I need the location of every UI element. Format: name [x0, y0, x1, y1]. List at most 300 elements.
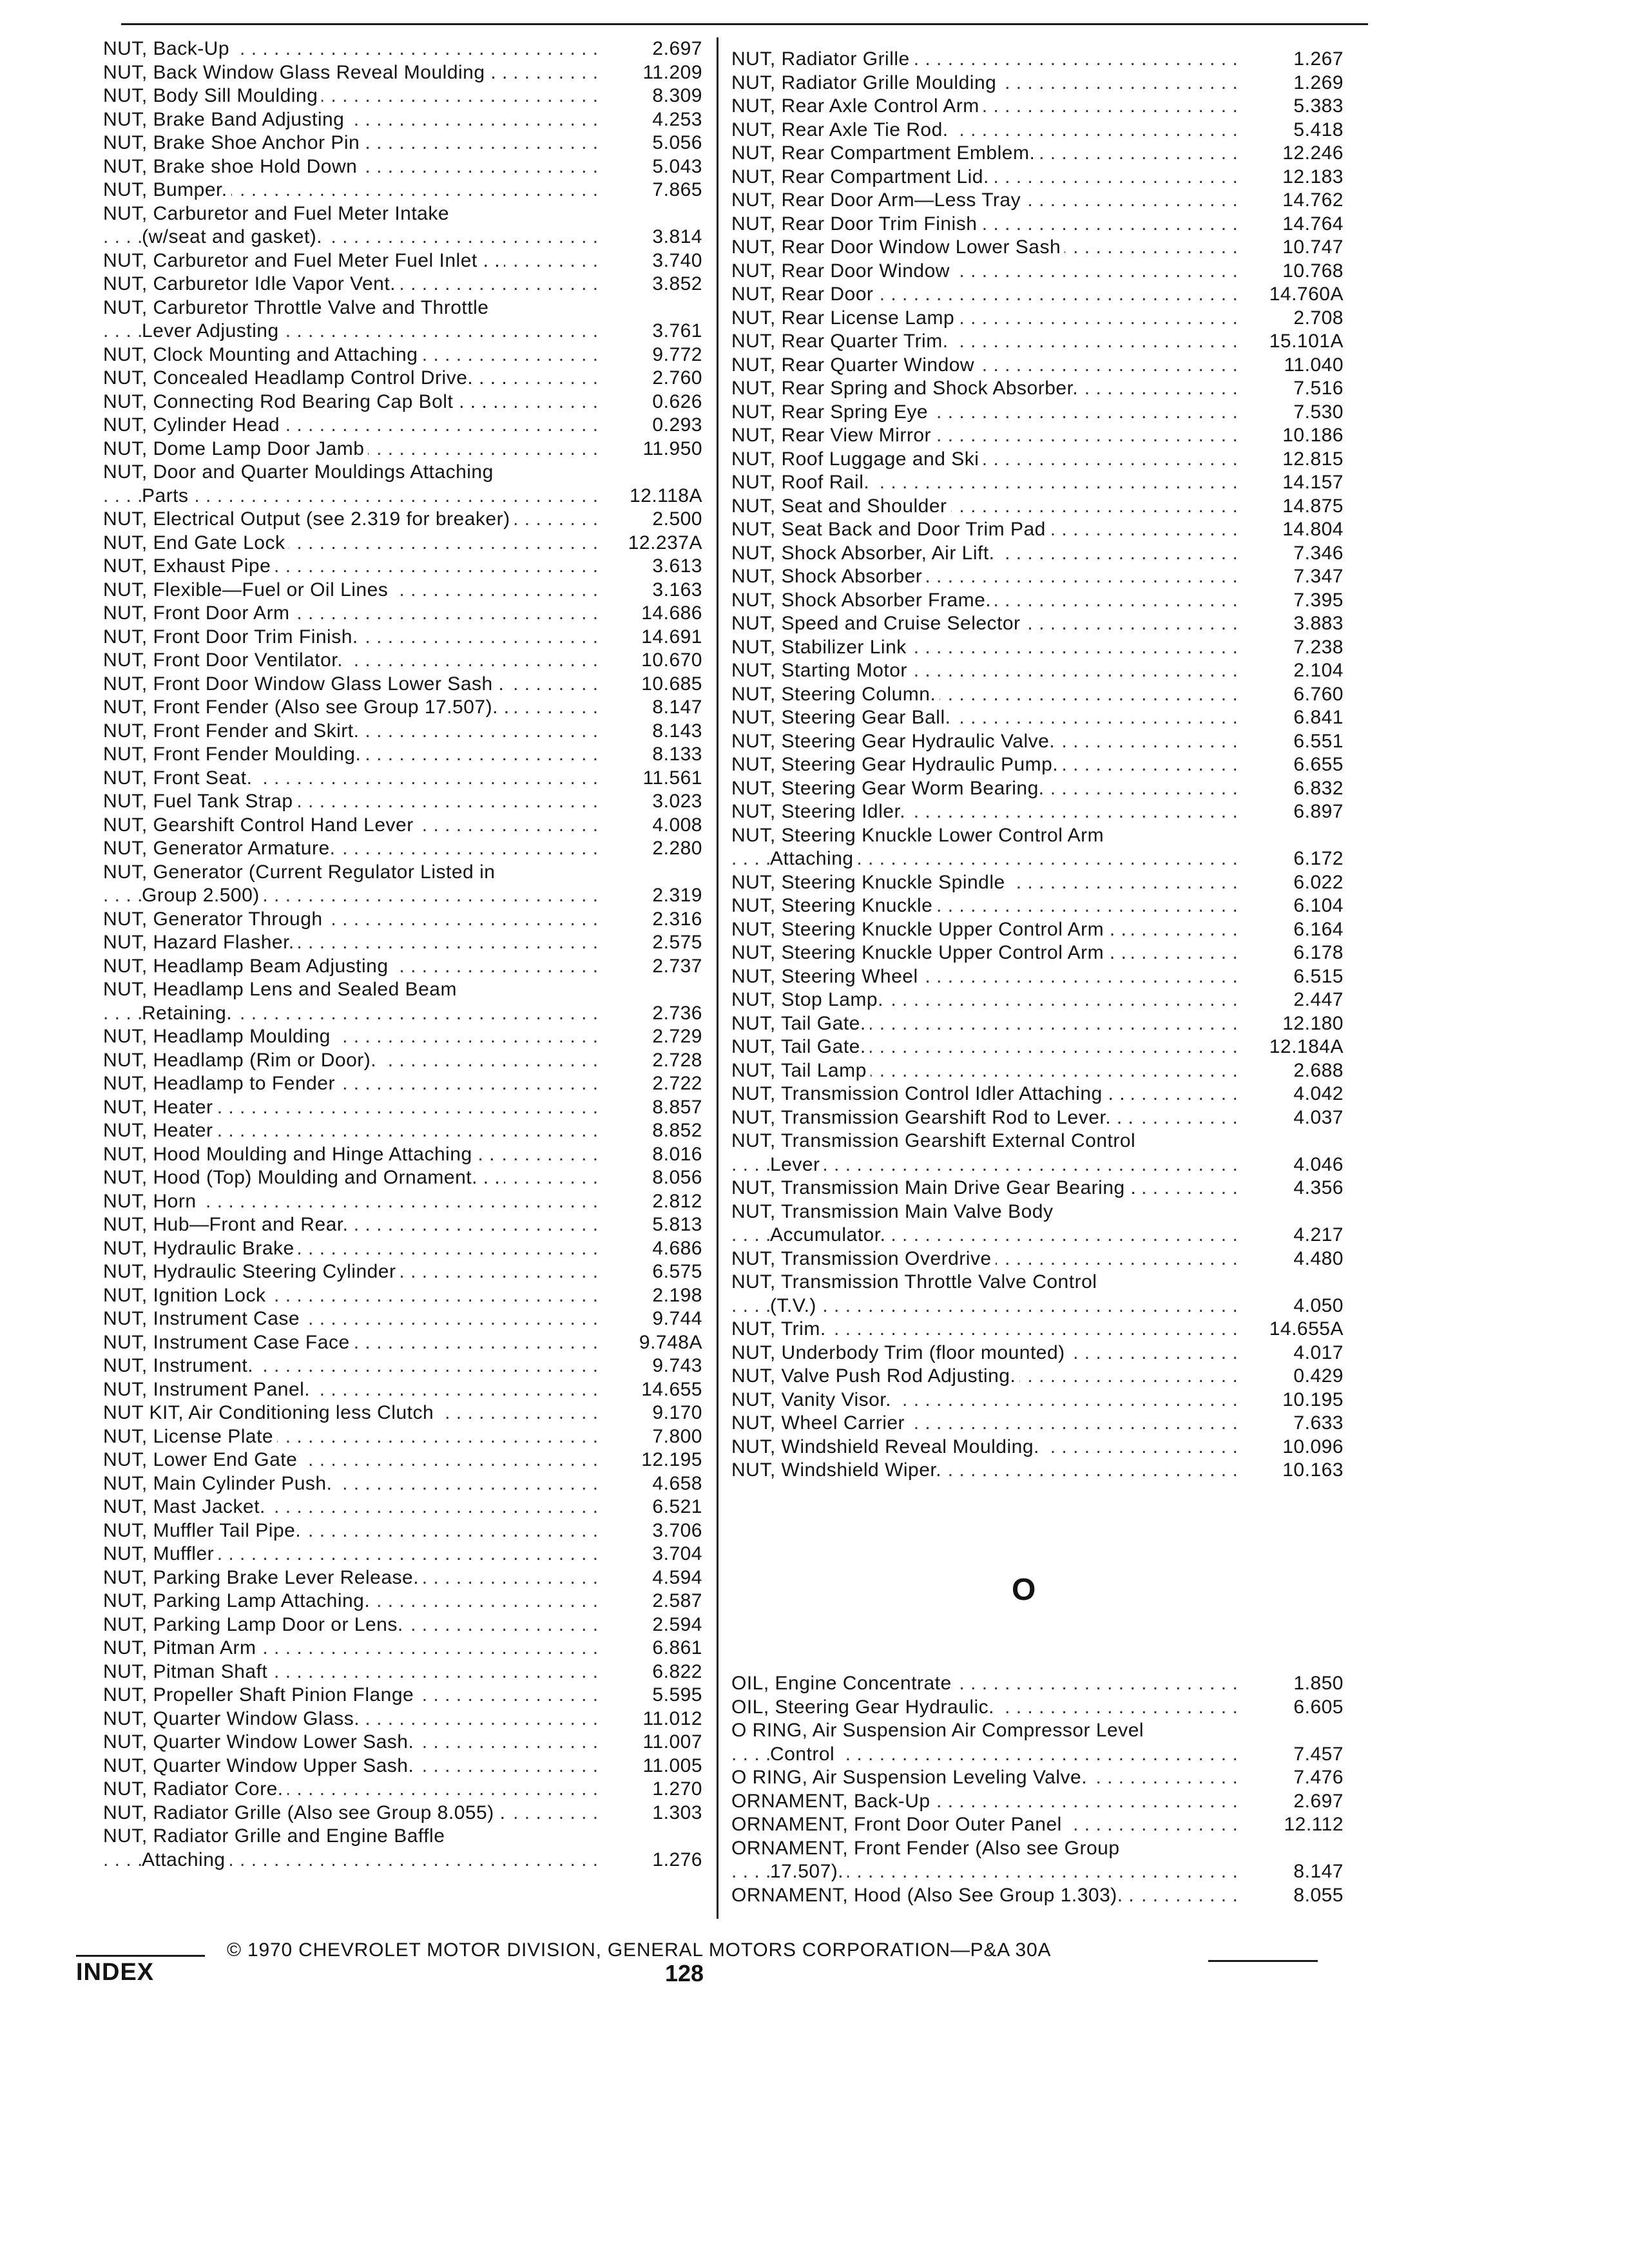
entry-name-text: NUT, Dome Lamp Door Jamb — [103, 438, 368, 459]
footer-rule-left — [76, 1955, 205, 1957]
entry-name-text: NUT, Rear Door — [731, 284, 877, 305]
index-entry — [103, 1213, 702, 1237]
entry-group-number: 2.697 — [1293, 1790, 1344, 1812]
entry-name — [731, 894, 1243, 918]
index-entry — [103, 1166, 702, 1190]
index-entry — [103, 508, 702, 532]
entry-name — [731, 1365, 1243, 1389]
index-entry — [103, 555, 702, 579]
entry-group-number: 2.198 — [652, 1284, 702, 1306]
entry-group-number: 11.561 — [642, 767, 702, 789]
entry-name — [103, 1190, 602, 1214]
entry-name-text: NUT, Pitman Arm — [103, 1637, 260, 1658]
entry-name — [731, 1884, 1243, 1908]
entry-name — [103, 61, 602, 85]
entry-name — [103, 1778, 602, 1802]
entry-group-number: 2.697 — [652, 38, 702, 59]
index-entry — [731, 730, 1344, 754]
index-entry — [731, 236, 1344, 260]
entry-group-number: 7.800 — [652, 1425, 702, 1447]
entry-name-text: NUT, Fuel Tank Strap — [103, 791, 297, 812]
entry-name — [731, 730, 1243, 754]
entry-name-text: NUT, Shock Absorber — [731, 566, 926, 587]
entry-name-text: NUT, Transmission Overdrive — [731, 1248, 996, 1269]
entry-name-line2: Parts — [142, 485, 193, 506]
left-column — [103, 37, 702, 1872]
index-entry — [731, 307, 1344, 331]
entry-group-number: 2.737 — [652, 955, 702, 977]
entry-group-number: 11.007 — [642, 1731, 702, 1753]
entry-name-line2: Accumulator. — [770, 1224, 889, 1245]
entry-name-text: NUT, Horn — [103, 1191, 200, 1212]
index-entry — [731, 377, 1344, 401]
index-entry — [731, 72, 1344, 95]
index-entry — [731, 1766, 1344, 1790]
entry-group-number: 3.740 — [652, 249, 702, 271]
entry-group-number: 10.096 — [1282, 1436, 1344, 1457]
entry-name-text: NUT, Hydraulic Brake — [103, 1238, 298, 1259]
index-entry — [731, 260, 1344, 284]
footer-copyright: © 1970 CHEVROLET MOTOR DIVISION, GENERAL MOTORS CORPORATION—P&A 30A — [227, 1939, 1052, 1961]
entry-name-text: NUT, Parking Lamp Attaching. — [103, 1590, 374, 1611]
entry-group-number: 2.728 — [652, 1049, 702, 1071]
entry-group-number: 6.861 — [652, 1637, 702, 1658]
entry-name-text: NUT, Headlamp Moulding — [103, 1026, 334, 1047]
entry-name — [731, 48, 1243, 72]
index-entry — [103, 1025, 702, 1049]
entry-group-number: 4.046 — [1293, 1153, 1344, 1175]
index-entry — [731, 142, 1344, 166]
index-entry — [103, 767, 702, 791]
index-entry — [731, 1790, 1344, 1814]
entry-name — [103, 1472, 602, 1496]
entry-name — [731, 706, 1243, 730]
entry-group-number: 3.852 — [652, 273, 702, 294]
entry-name — [731, 918, 1243, 942]
entry-group-number: 2.587 — [652, 1590, 702, 1611]
entry-name-text: NUT, Muffler — [103, 1543, 218, 1564]
entry-name-text: NUT, Shock Absorber Frame. — [731, 590, 995, 611]
index-entry — [103, 84, 702, 108]
entry-name — [103, 931, 602, 955]
entry-group-number: 10.670 — [641, 649, 702, 671]
entry-group-number: 6.605 — [1293, 1696, 1344, 1718]
entry-group-number: 1.270 — [652, 1778, 702, 1800]
entry-name-text: NUT, Hood Moulding and Hinge Attaching . . — [103, 1144, 499, 1165]
entry-name — [731, 283, 1243, 307]
entry-name — [731, 542, 1243, 566]
entry-name-line1: O RING, Air Suspension Air Compressor Level — [731, 1720, 1148, 1741]
entry-group-number: 14.875 — [1282, 495, 1344, 517]
entry-name — [731, 1341, 1243, 1365]
entry-name — [103, 1566, 602, 1590]
entry-group-number: 8.147 — [652, 697, 702, 718]
entry-group-number: 6.515 — [1293, 965, 1344, 987]
entry-name — [103, 273, 602, 296]
entry-group-number: 14.157 — [1282, 472, 1344, 493]
index-entry — [731, 95, 1344, 119]
footer-rule-right — [1208, 1960, 1318, 1962]
entry-name — [731, 236, 1243, 260]
column-divider — [717, 37, 718, 1919]
index-entry — [103, 720, 702, 744]
entry-name-text: NUT, Body Sill Moulding — [103, 85, 322, 106]
entry-name-text: NUT, Lower End Gate — [103, 1449, 301, 1470]
entry-name — [103, 155, 602, 179]
entry-name-text: NUT, Windshield Reveal Moulding. — [731, 1436, 1043, 1457]
entry-name — [103, 1284, 602, 1308]
entry-group-number: 8.857 — [652, 1096, 702, 1118]
entry-group-number: 12.237A — [628, 532, 702, 553]
entry-group-number: 5.383 — [1293, 95, 1344, 117]
entry-name — [103, 767, 602, 791]
index-entry — [731, 777, 1344, 801]
entry-name-text: NUT, Parking Brake Lever Release. — [103, 1567, 423, 1588]
entry-group-number: 9.743 — [652, 1355, 702, 1376]
entry-name-text: O RING, Air Suspension Leveling Valve. — [731, 1767, 1091, 1788]
index-entry — [103, 367, 702, 390]
entry-name-text: NUT, Seat and Shoulder — [731, 495, 951, 517]
entry-group-number: 7.530 — [1293, 401, 1344, 423]
index-entry — [103, 908, 702, 932]
entry-name — [731, 401, 1243, 425]
entry-name — [731, 518, 1243, 542]
entry-group-number: 6.521 — [652, 1496, 702, 1517]
entry-group-number: 6.551 — [1293, 730, 1344, 752]
entry-name — [103, 508, 602, 532]
index-entry — [103, 1401, 702, 1425]
entry-name-line2: Control — [770, 1744, 838, 1765]
entry-group-number: 4.050 — [1293, 1294, 1344, 1316]
entry-name — [731, 448, 1243, 472]
entry-name-text: NUT, Quarter Window Upper Sash. — [103, 1755, 418, 1776]
entry-name — [103, 1542, 602, 1566]
entry-name-text: NUT, Gearshift Control Hand Lever — [103, 814, 418, 836]
entry-group-number: 3.761 — [652, 320, 702, 341]
index-entry — [103, 649, 702, 673]
index-entry — [731, 1271, 1344, 1318]
entry-name-line1: NUT, Headlamp Lens and Sealed Beam — [103, 979, 461, 1000]
entry-name-line2: Attaching — [770, 848, 858, 869]
index-entry — [103, 296, 702, 343]
entry-group-number: 10.163 — [1282, 1459, 1344, 1481]
entry-name — [731, 1177, 1243, 1200]
page-number: 128 — [665, 1960, 704, 1986]
entry-name-text: NUT, Rear Door Window — [731, 260, 954, 282]
entry-group-number: 8.056 — [652, 1167, 702, 1188]
footer-index-label: INDEX — [76, 1959, 155, 1986]
entry-group-number: 12.184A — [1269, 1036, 1344, 1057]
entry-name-text: NUT, Rear Door Arm—Less Tray — [731, 189, 1025, 211]
entry-group-number: 14.764 — [1282, 213, 1344, 235]
entry-name — [731, 1035, 1243, 1059]
entry-name-text: NUT, Radiator Grille Moulding — [731, 72, 1000, 93]
index-entry — [731, 1672, 1344, 1696]
entry-group-number: 2.722 — [652, 1073, 702, 1094]
entry-group-number: 8.143 — [652, 720, 702, 742]
entry-name-text: NUT, Hazard Flasher. — [103, 932, 298, 953]
entry-name-line2: (T.V.) — [770, 1295, 820, 1316]
entry-name — [731, 1082, 1243, 1106]
entry-name — [731, 636, 1243, 660]
entry-group-number: 2.319 — [652, 885, 702, 906]
entry-name — [731, 354, 1243, 378]
entry-name-text: NUT, Brake Band Adjusting — [103, 109, 348, 130]
entry-group-number: 2.760 — [652, 367, 702, 389]
entry-group-number: 4.042 — [1293, 1083, 1344, 1104]
entry-group-number: 4.356 — [1293, 1177, 1344, 1198]
entry-name-text: NUT, Roof Luggage and Ski — [731, 448, 983, 470]
entry-group-number: 3.023 — [652, 791, 702, 812]
entry-name — [731, 330, 1243, 354]
entry-group-number: 2.575 — [652, 932, 702, 953]
entry-name — [103, 1260, 602, 1284]
entry-name — [731, 72, 1243, 95]
entry-name-text: NUT, Headlamp Beam Adjusting — [103, 956, 392, 977]
entry-name — [103, 555, 602, 579]
entry-name — [731, 1719, 1243, 1766]
entry-name-text: NUT, Hydraulic Steering Cylinder — [103, 1261, 400, 1282]
entry-group-number: 5.595 — [652, 1684, 702, 1706]
index-entry — [731, 636, 1344, 660]
index-entry — [731, 542, 1344, 566]
entry-name — [103, 696, 602, 720]
entry-name — [731, 565, 1243, 589]
entry-group-number: 12.118A — [629, 485, 702, 506]
entry-name — [731, 1129, 1243, 1177]
entry-name-text: NUT, Transmission Main Drive Gear Bearing . — [731, 1177, 1140, 1198]
entry-name-text: NUT, Rear Spring and Shock Absorber. — [731, 378, 1082, 399]
index-entry — [103, 837, 702, 861]
entry-name — [103, 37, 602, 61]
index-entry — [731, 824, 1344, 871]
entry-group-number: 7.346 — [1293, 542, 1344, 564]
entry-name — [731, 800, 1243, 824]
entry-name-text: NUT, Valve Push Rod Adjusting. — [731, 1365, 1019, 1387]
index-entry — [103, 202, 702, 249]
entry-group-number: 5.043 — [652, 155, 702, 177]
entry-group-number: 0.293 — [652, 414, 702, 436]
right-column — [731, 48, 1344, 1483]
index-entry — [731, 871, 1344, 895]
entry-name — [731, 965, 1243, 989]
entry-name-line1: NUT, Steering Knuckle Lower Control Arm — [731, 825, 1108, 846]
index-entry — [103, 1448, 702, 1472]
entry-group-number: 4.037 — [1293, 1106, 1344, 1128]
entry-name-text: NUT, Tail Gate. — [731, 1013, 870, 1034]
entry-name — [103, 1519, 602, 1543]
entry-name-text: NUT, Tail Gate. — [731, 1036, 870, 1057]
entry-name-line1: NUT, Transmission Gearshift External Control — [731, 1130, 1139, 1151]
entry-name-text: NUT, Wheel Carrier — [731, 1412, 909, 1434]
entry-name — [103, 1378, 602, 1402]
entry-name — [103, 1166, 602, 1190]
entry-name — [103, 1072, 602, 1096]
entry-name-text: NUT, Instrument. — [103, 1355, 257, 1376]
entry-name-text: NUT, Transmission Control Idler Attaching . . — [731, 1083, 1129, 1104]
entry-group-number: 6.897 — [1293, 801, 1344, 822]
entry-name — [103, 1119, 602, 1143]
index-entry — [103, 532, 702, 555]
entry-name-text: NUT, Rear Spring Eye — [731, 401, 932, 423]
index-entry — [731, 1884, 1344, 1908]
entry-group-number: 14.760A — [1269, 284, 1344, 305]
entry-group-number: 11.005 — [642, 1754, 702, 1776]
entry-group-number: 4.594 — [652, 1566, 702, 1588]
entry-name-text: NUT, Steering Gear Hydraulic Valve. — [731, 731, 1059, 752]
entry-name-text: NUT, Steering Gear Worm Bearing. — [731, 778, 1048, 799]
entry-name-text: NUT, Concealed Headlamp Control Drive. . . . — [103, 367, 511, 389]
index-entry — [731, 166, 1344, 189]
entry-name — [103, 1802, 602, 1825]
index-entry — [731, 283, 1344, 307]
entry-group-number: 8.852 — [652, 1120, 702, 1141]
entry-name-text: NUT, Cylinder Head — [103, 414, 284, 436]
entry-group-number: 2.104 — [1293, 660, 1344, 681]
index-entry — [103, 1354, 702, 1378]
entry-group-number: 6.104 — [1293, 895, 1344, 916]
index-entry — [103, 1660, 702, 1684]
entry-name-text: NUT, Brake shoe Hold Down — [103, 156, 361, 177]
index-entry — [103, 343, 702, 367]
entry-group-number: 14.762 — [1282, 189, 1344, 211]
entry-group-number: 6.022 — [1293, 871, 1344, 893]
index-entry — [103, 814, 702, 838]
entry-name — [103, 1213, 602, 1237]
entry-name-text: NUT, Vanity Visor. — [731, 1389, 895, 1410]
entry-name-text: NUT, Steering Knuckle Spindle — [731, 872, 1009, 893]
index-entry — [731, 424, 1344, 448]
entry-group-number: 7.238 — [1293, 636, 1344, 658]
entry-name — [103, 602, 602, 626]
entry-name-text: NUT, Carburetor and Fuel Meter Fuel Inlet . . — [103, 250, 504, 271]
entry-name-text: NUT, Instrument Panel. — [103, 1379, 314, 1400]
entry-name-text: NUT KIT, Air Conditioning less Clutch — [103, 1402, 438, 1423]
entry-name-text: NUT, Steering Idler. — [731, 801, 909, 822]
entry-name — [103, 1707, 602, 1731]
entry-name-text: NUT, License Plate — [103, 1426, 277, 1447]
index-entry — [103, 437, 702, 461]
index-entry — [103, 155, 702, 179]
entry-name-text: NUT, Shock Absorber, Air Lift. — [731, 543, 999, 564]
entry-name — [731, 1436, 1243, 1459]
index-entry — [103, 1472, 702, 1496]
index-entry — [103, 790, 702, 814]
entry-group-number: 7.395 — [1293, 589, 1344, 611]
index-entry — [103, 1190, 702, 1214]
index-entry — [731, 1696, 1344, 1720]
index-entry — [731, 612, 1344, 636]
index-entry — [103, 931, 702, 955]
entry-name — [103, 437, 602, 461]
entry-name — [103, 1731, 602, 1754]
entry-name-text: NUT, Front Seat. — [103, 767, 256, 789]
entry-name-text: NUT, Headlamp (Rim or Door). — [103, 1050, 380, 1071]
entry-name — [103, 908, 602, 932]
entry-name-text: NUT, Ignition Lock — [103, 1285, 269, 1306]
entry-name-text: NUT, Trim. — [731, 1318, 830, 1340]
entry-group-number: 1.303 — [652, 1802, 702, 1823]
entry-name — [731, 1200, 1243, 1247]
entry-name-text: NUT, Generator Armature. — [103, 838, 339, 859]
index-entry — [731, 354, 1344, 378]
index-entry — [731, 894, 1344, 918]
entry-name-text: NUT, Front Door Arm — [103, 602, 294, 624]
entry-name-text: NUT, Radiator Core. — [103, 1778, 287, 1800]
entry-name — [731, 1106, 1243, 1130]
entry-name-text: NUT, Stabilizer Link — [731, 637, 911, 658]
index-entry — [103, 108, 702, 132]
entry-name-text: NUT, Radiator Grille (Also see Group 8.055) . — [103, 1802, 509, 1823]
index-entry — [731, 1813, 1344, 1837]
entry-name — [103, 1425, 602, 1449]
index-entry — [731, 1082, 1344, 1106]
entry-name — [103, 978, 602, 1025]
entry-group-number: 11.209 — [642, 61, 702, 83]
index-entry — [731, 1436, 1344, 1459]
index-entry — [731, 918, 1344, 942]
index-entry — [103, 1684, 702, 1707]
entry-name-text: NUT, Windshield Wiper. — [731, 1459, 945, 1481]
entry-name-text: NUT, Clock Mounting and Attaching — [103, 344, 421, 365]
entry-name-text: NUT, Quarter Window Lower Sash. — [103, 1731, 418, 1753]
entry-name — [103, 532, 602, 555]
entry-group-number: 2.812 — [652, 1190, 702, 1212]
entry-name-text: NUT, Main Cylinder Push. — [103, 1473, 336, 1494]
entry-name-line1: NUT, Transmission Main Valve Body — [731, 1201, 1057, 1222]
entry-name-text: NUT, Flexible—Fuel or Oil Lines — [103, 579, 392, 601]
entry-name-text: OIL, Steering Gear Hydraulic. — [731, 1696, 998, 1718]
entry-group-number: 8.309 — [652, 85, 702, 106]
entry-group-number: 10.685 — [641, 673, 702, 695]
entry-group-number: 7.347 — [1293, 566, 1344, 587]
entry-name — [103, 1825, 602, 1872]
entry-name-text: NUT, Exhaust Pipe — [103, 555, 275, 577]
entry-name-text: NUT, Back-Up — [103, 38, 233, 59]
entry-name — [103, 249, 602, 273]
entry-group-number: 11.012 — [642, 1707, 702, 1729]
entry-name — [731, 1790, 1243, 1814]
entry-name-text: NUT, Instrument Case Face — [103, 1332, 354, 1353]
index-entry — [731, 119, 1344, 142]
entry-name-line1: NUT, Transmission Throttle Valve Control — [731, 1271, 1101, 1293]
index-entry — [103, 1495, 702, 1519]
entry-name-text: NUT, Rear Quarter Trim. — [731, 331, 952, 352]
entry-name-text: NUT, Front Door Ventilator. — [103, 649, 347, 671]
entry-group-number: 8.147 — [1293, 1861, 1344, 1882]
entry-name — [731, 1059, 1243, 1083]
entry-name-text: NUT, Headlamp to Fender — [103, 1073, 339, 1094]
entry-name-text: NUT, Generator Through — [103, 908, 327, 930]
index-entry — [103, 61, 702, 85]
entry-name — [103, 1590, 602, 1613]
index-entry — [731, 189, 1344, 213]
entry-group-number: 11.040 — [1284, 354, 1344, 376]
entry-name-text: NUT, Connecting Rod Bearing Cap Bolt . . . . — [103, 391, 503, 412]
entry-name-text: NUT, Pitman Shaft — [103, 1661, 271, 1682]
section-o-entries — [731, 1672, 1344, 1907]
entry-name — [731, 824, 1243, 871]
entry-name-text: NUT, Steering Knuckle Upper Control Arm . . — [731, 919, 1130, 940]
entry-group-number: 6.178 — [1293, 942, 1344, 963]
entry-name — [103, 1660, 602, 1684]
entry-name — [731, 213, 1243, 236]
entry-name — [103, 1684, 602, 1707]
entry-name-line1: ORNAMENT, Front Fender (Also see Group — [731, 1838, 1124, 1859]
entry-name — [731, 683, 1243, 707]
entry-group-number: 15.101A — [1269, 331, 1344, 352]
entry-name — [103, 579, 602, 602]
